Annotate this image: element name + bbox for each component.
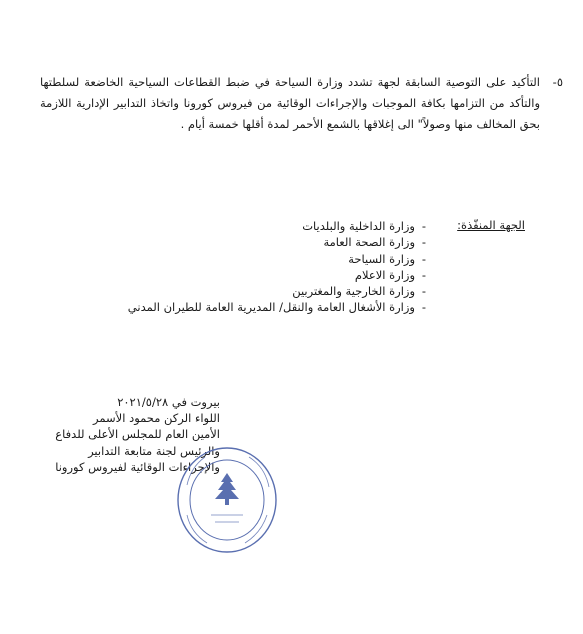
list-item: - وزارة الاعلام [354, 267, 427, 282]
list-item: - وزارة الأشغال العامة والنقل/ المديرية العامة للطيران المدني [127, 300, 427, 315]
cedar-icon [215, 473, 239, 505]
list-item: - وزارة الداخلية والبلديات [302, 219, 427, 233]
clause-text: التأكيد على التوصية السابقة لجهة تشدد وزارة السياحة في ضبط القطاعات السياحية الخاضعة لسلطتها والتأكد من التزامها بكافة الموجبات والإجراءات الوقائية من فيروس كورونا واتخاذ التدابير الإدارية اللازمة بحق المخالف منها وصولاً" الى إغلاقها بالشمع الأحمر لمدة أقلها خمسة أيام . [40, 75, 540, 131]
place-date: بيروت في ٢٠٢١/٥/٢٨ [117, 395, 220, 409]
executing-body-list [103, 218, 433, 316]
official-stamp-icon [175, 445, 280, 555]
signatory-role: والرئيس لجنة متابعة التدابير [88, 443, 220, 458]
signatory-title: الأمين العام للمجلس الأعلى للدفاع [55, 427, 220, 442]
executing-body-label: الجهة المنفّذة: [457, 218, 525, 232]
list-item: - وزارة الخارجية والمغتربين [292, 284, 427, 299]
list-item: - وزارة الصحة العامة [323, 235, 427, 250]
signatory-role-2: والإجراءات الوقائية لفيروس كورونا [55, 459, 220, 474]
clause-number: ٥- [552, 75, 563, 89]
signatory-name: اللواء الركن محمود الأسمر [93, 411, 220, 426]
list-item: - وزارة السياحة [348, 251, 427, 266]
